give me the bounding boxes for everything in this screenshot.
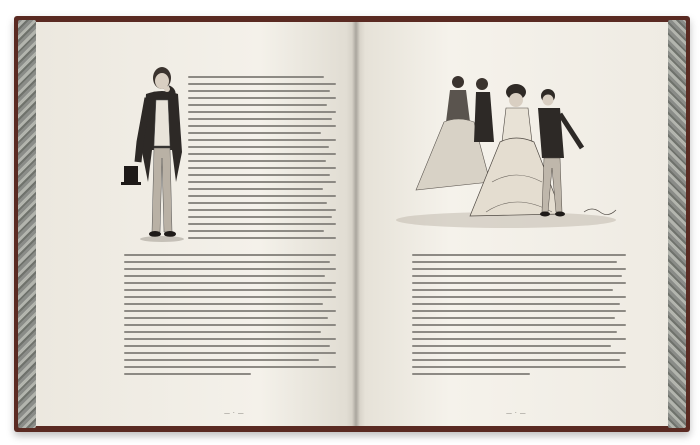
marbled-endpaper-left [18, 20, 36, 428]
left-page [36, 22, 356, 426]
right-page [356, 22, 668, 426]
right-page-main-text [412, 254, 626, 380]
left-page-main-text [124, 254, 336, 380]
open-book [14, 16, 690, 432]
gentleman-illustration [118, 62, 198, 252]
left-page-number: — · — [224, 410, 245, 417]
book-gutter [352, 22, 360, 426]
marbled-endpaper-right [668, 20, 686, 428]
left-page-side-column [188, 76, 336, 244]
right-page-number: — · — [506, 410, 527, 417]
dancing-couples-illustration [386, 62, 636, 232]
